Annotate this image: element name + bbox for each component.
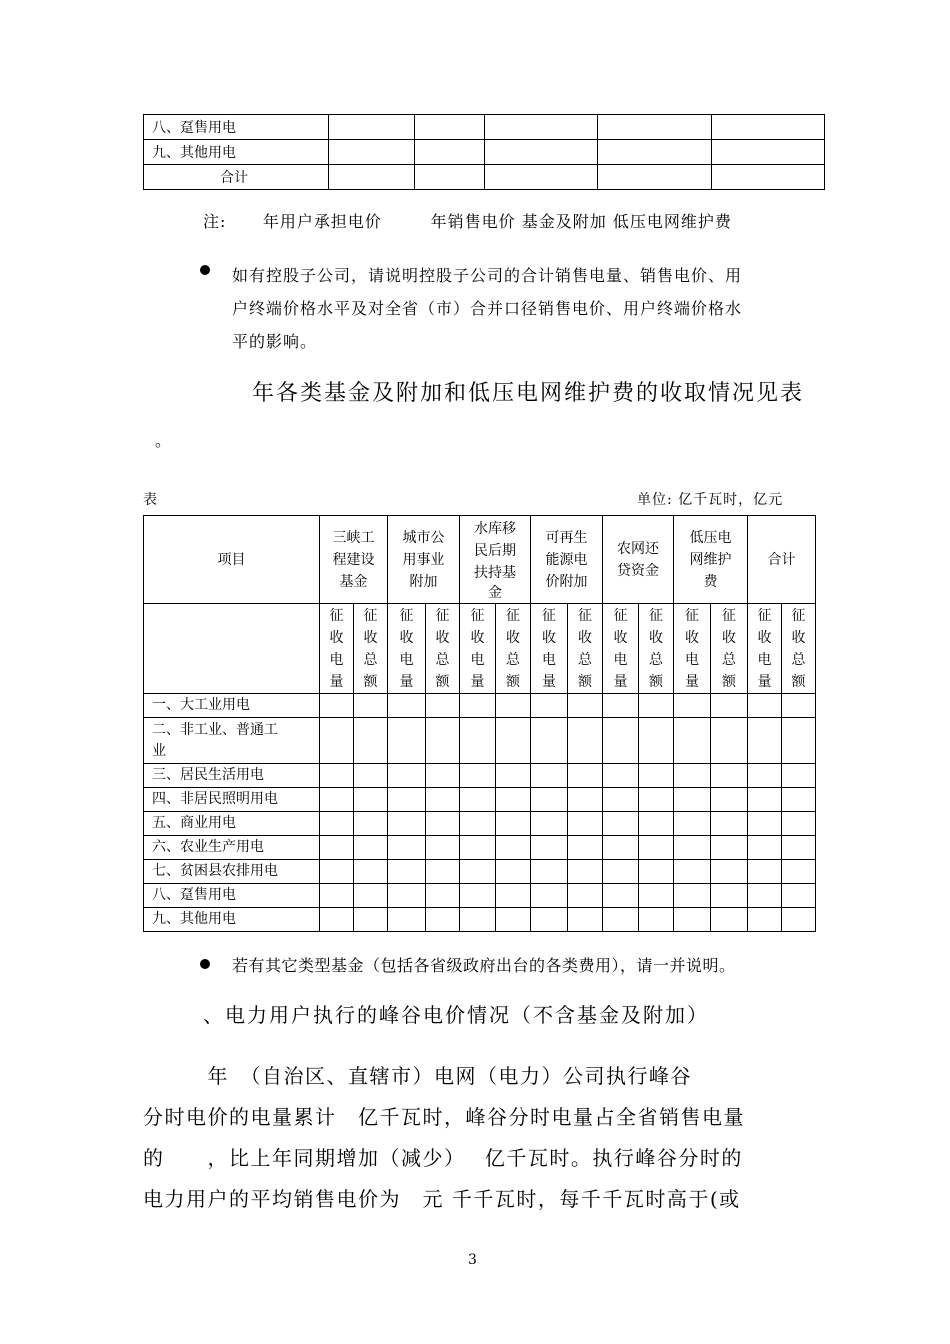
bullet-other-funds: 若有其它类型基金（包括各省级政府出台的各类费用），请一并说明。 <box>200 953 820 976</box>
table-row <box>144 115 825 140</box>
table-cell <box>711 908 748 932</box>
table-cell <box>674 860 711 884</box>
table-cell <box>748 764 782 788</box>
col-header-reservoir: 水库移 民后期 扶持基 金 <box>460 516 531 604</box>
table-cell <box>531 812 568 836</box>
table-cell <box>711 884 748 908</box>
table-cell <box>496 694 531 718</box>
table-cell <box>568 860 603 884</box>
table-cell <box>320 884 354 908</box>
sub-header-volume: 征 收 电 量 <box>531 604 568 694</box>
table-cell <box>531 836 568 860</box>
table-cell <box>388 860 426 884</box>
table-cell <box>354 694 388 718</box>
fund-table-body <box>144 694 816 932</box>
table-cell <box>426 788 460 812</box>
row-label: 九、其他用电 <box>144 140 329 165</box>
table-cell <box>782 860 816 884</box>
table-cell <box>748 836 782 860</box>
item-header: 项目 <box>144 516 320 604</box>
row-label: 四、非居民照明用电 <box>144 788 320 812</box>
table-cell <box>748 908 782 932</box>
table-cell <box>426 836 460 860</box>
table-cell <box>674 764 711 788</box>
bullet-subsidiary: 如有控股子公司，请说明控股子公司的合计销售电量、销售电价、用 户终端价格水平及对全省（市）合并口径销售电价、用户终端价格水 平的影响。 <box>200 259 810 358</box>
table-row <box>144 908 816 932</box>
table-cell <box>320 764 354 788</box>
table-cell <box>531 860 568 884</box>
table-cell <box>674 694 711 718</box>
table-cell <box>782 908 816 932</box>
table-cell <box>639 812 674 836</box>
bullet-dot-icon <box>200 959 210 969</box>
table-cell <box>748 884 782 908</box>
table-cell <box>674 812 711 836</box>
sub-header-amount: 征 收 总 额 <box>639 604 674 694</box>
table-cell <box>748 860 782 884</box>
table-cell <box>496 788 531 812</box>
table-cell <box>496 908 531 932</box>
table-cell <box>639 860 674 884</box>
table-cell <box>354 860 388 884</box>
table-row <box>144 812 816 836</box>
table-cell <box>426 860 460 884</box>
bullet-dot-icon <box>200 265 210 275</box>
col-header-low-voltage: 低压电 网维护 费 <box>674 516 748 604</box>
table-cell <box>782 884 816 908</box>
col-header-city-utility: 城市公 用事业 附加 <box>388 516 460 604</box>
table-cell <box>388 718 426 764</box>
table-caption: 表 <box>143 492 157 508</box>
col-header-total: 合计 <box>748 516 816 604</box>
heading-period: 。 <box>155 431 172 450</box>
table-cell <box>748 788 782 812</box>
table-cell <box>711 860 748 884</box>
col-header-renewable: 可再生 能源电 价附加 <box>531 516 603 604</box>
sub-header-volume: 征 收 电 量 <box>748 604 782 694</box>
sub-header-volume: 征 收 电 量 <box>603 604 639 694</box>
table-cell <box>674 884 711 908</box>
sub-header-amount: 征 收 总 额 <box>568 604 603 694</box>
table-cell <box>320 860 354 884</box>
table-cell <box>568 788 603 812</box>
table-cell <box>320 694 354 718</box>
table-cell <box>748 718 782 764</box>
table-cell <box>460 884 496 908</box>
table-row <box>144 165 825 190</box>
table-cell <box>639 884 674 908</box>
table-cell <box>639 836 674 860</box>
table-cell <box>354 764 388 788</box>
table-cell <box>674 788 711 812</box>
table-row <box>144 764 816 788</box>
table-cell <box>388 836 426 860</box>
note-label: 注: <box>203 212 227 231</box>
sub-header-amount: 征 收 总 额 <box>354 604 388 694</box>
row-label: 八、趸售用电 <box>144 884 320 908</box>
table-cell <box>388 694 426 718</box>
sub-header-amount: 征 收 总 额 <box>782 604 816 694</box>
table-cell <box>426 908 460 932</box>
table-cell <box>674 718 711 764</box>
table-cell <box>568 718 603 764</box>
table-cell <box>388 764 426 788</box>
table-cell <box>496 812 531 836</box>
top-table <box>143 114 825 190</box>
fund-table <box>143 515 816 932</box>
table-cell <box>568 812 603 836</box>
table-cell <box>603 860 639 884</box>
table-cell <box>603 788 639 812</box>
table-cell <box>782 788 816 812</box>
table-cell <box>711 718 748 764</box>
table-cell <box>603 884 639 908</box>
table-cell <box>460 718 496 764</box>
table-cell <box>711 764 748 788</box>
table-cell <box>460 694 496 718</box>
row-label: 七、贫困县农排用电 <box>144 860 320 884</box>
table-cell <box>496 764 531 788</box>
note-line: 注: 年用户承担电价 年销售电价 基金及附加 低压电网维护费 <box>203 212 732 231</box>
table-cell <box>354 908 388 932</box>
table-row <box>144 694 816 718</box>
table-cell <box>354 884 388 908</box>
table-cell <box>531 694 568 718</box>
table-cell <box>782 764 816 788</box>
table-cell <box>426 718 460 764</box>
table-cell <box>639 908 674 932</box>
table-cell <box>354 718 388 764</box>
table-cell <box>568 764 603 788</box>
table-cell <box>782 718 816 764</box>
col-header-rural-grid: 农网还 贷资金 <box>603 516 674 604</box>
sub-header-volume: 征 收 电 量 <box>460 604 496 694</box>
table-cell <box>639 718 674 764</box>
table-row <box>144 860 816 884</box>
table-cell <box>782 694 816 718</box>
table-cell <box>320 836 354 860</box>
table-cell <box>354 788 388 812</box>
table-cell <box>711 788 748 812</box>
table-cell <box>603 836 639 860</box>
sub-header-volume: 征 收 电 量 <box>674 604 711 694</box>
sub-header-volume: 征 收 电 量 <box>320 604 354 694</box>
row-label: 五、商业用电 <box>144 812 320 836</box>
table-cell <box>674 908 711 932</box>
sub-header-amount: 征 收 总 额 <box>426 604 460 694</box>
table-cell <box>354 836 388 860</box>
table-cell <box>320 718 354 764</box>
table-row <box>144 884 816 908</box>
table-row <box>144 140 825 165</box>
table-cell <box>603 812 639 836</box>
subheader-row <box>144 604 816 694</box>
sub-header-amount: 征 收 总 额 <box>496 604 531 694</box>
table-cell <box>639 694 674 718</box>
header-row <box>144 516 816 604</box>
table-cell <box>639 788 674 812</box>
row-label: 三、居民生活用电 <box>144 764 320 788</box>
table-cell <box>460 860 496 884</box>
table-cell <box>460 836 496 860</box>
table-cell <box>426 694 460 718</box>
table-cell <box>639 764 674 788</box>
table-cell <box>460 908 496 932</box>
table-cell <box>388 884 426 908</box>
table-cell <box>388 812 426 836</box>
sub-header-volume: 征 收 电 量 <box>388 604 426 694</box>
table-cell <box>782 836 816 860</box>
table-cell <box>531 718 568 764</box>
table-cell <box>568 836 603 860</box>
table-cell <box>460 764 496 788</box>
table-cell <box>531 788 568 812</box>
section-heading-peak-valley: 、电力用户执行的峰谷电价情况（不含基金及附加） <box>203 1003 709 1027</box>
peak-valley-paragraph: 年 （自治区、直辖市）电网（电力）公司执行峰谷 分时电价的电量累计 亿千瓦时，峰谷分时电量占全省销售电量 的 ，比上年同期增加（减少） 亿千瓦时。执行峰谷分时的 电力用户的平均销售电价为 元 千千瓦时，每千千瓦时高于(或 <box>143 1064 745 1211</box>
col-header-sanxia: 三峡工 程建设 基金 <box>320 516 388 604</box>
table-cell <box>496 718 531 764</box>
table-cell <box>531 884 568 908</box>
table-cell <box>426 764 460 788</box>
table-cell <box>782 812 816 836</box>
table-cell <box>388 908 426 932</box>
sub-header-amount: 征 收 总 额 <box>711 604 748 694</box>
table-cell <box>568 908 603 932</box>
table-cell <box>320 908 354 932</box>
table-cell <box>748 812 782 836</box>
table-cell <box>711 836 748 860</box>
table-cell <box>460 788 496 812</box>
row-label: 二、非工业、普通工 业 <box>144 718 320 764</box>
table-cell <box>568 884 603 908</box>
table-cell <box>674 836 711 860</box>
row-label: 九、其他用电 <box>144 908 320 932</box>
table-cell <box>603 694 639 718</box>
table-cell <box>603 718 639 764</box>
row-label: 六、农业生产用电 <box>144 836 320 860</box>
table-cell <box>496 860 531 884</box>
table-cell <box>748 694 782 718</box>
table-cell <box>603 908 639 932</box>
table-cell <box>603 764 639 788</box>
table-row <box>144 718 816 764</box>
table-cell <box>388 788 426 812</box>
section-heading: 年各类基金及附加和低压电网维护费的收取情况见表 <box>252 381 805 406</box>
table-row <box>144 836 816 860</box>
row-label: 一、大工业用电 <box>144 694 320 718</box>
table-cell <box>320 812 354 836</box>
table-cell <box>496 836 531 860</box>
table-cell <box>531 764 568 788</box>
table-cell <box>711 694 748 718</box>
table-cell <box>711 812 748 836</box>
table-cell <box>354 812 388 836</box>
row-label: 八、趸售用电 <box>144 115 329 140</box>
table-cell <box>531 908 568 932</box>
row-label: 合计 <box>144 165 329 190</box>
table-cell <box>460 812 496 836</box>
table-unit: 单位: 亿千瓦时，亿元 <box>637 492 784 508</box>
table-row <box>144 788 816 812</box>
table-cell <box>568 694 603 718</box>
table-cell <box>496 884 531 908</box>
page-number: 3 <box>468 1252 477 1268</box>
table-cell <box>320 788 354 812</box>
table-cell <box>426 812 460 836</box>
table-cell <box>426 884 460 908</box>
